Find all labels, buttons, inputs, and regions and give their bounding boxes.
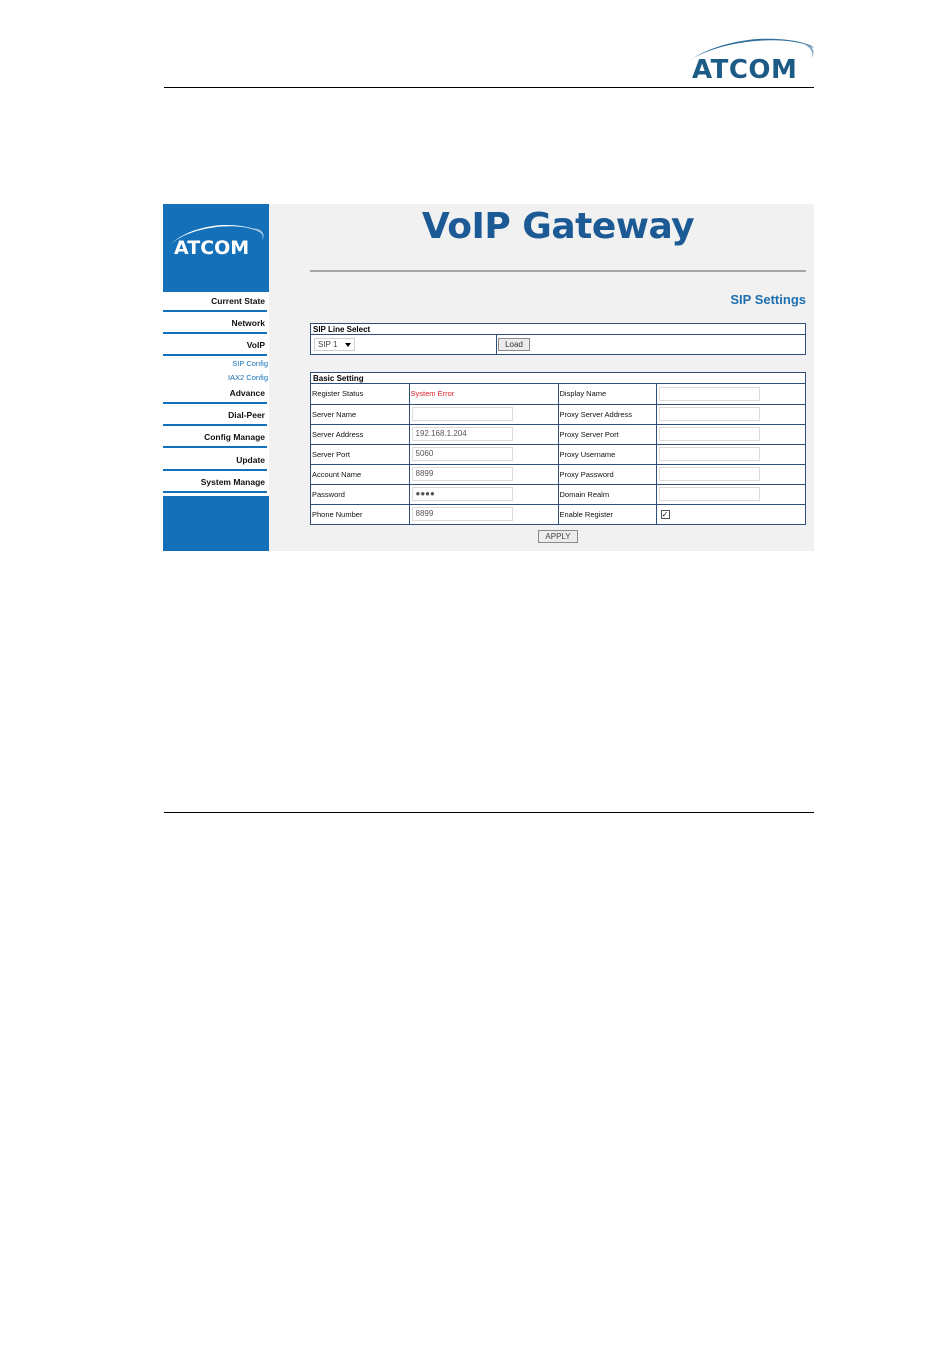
sidebar-item-network[interactable]: Network [231,318,265,328]
sidebar-divider [163,354,267,356]
proxy-username-label: Proxy Username [558,444,656,464]
table-row [311,384,805,404]
proxy-username-input[interactable] [659,447,760,461]
sidebar-divider [163,469,267,471]
sidebar-logo-text: ATCOM [174,237,250,259]
phone-number-input[interactable]: 8899 [412,507,513,521]
server-name-label: Server Name [311,404,409,424]
title-divider [310,270,806,272]
sidebar-item-system-manage[interactable]: System Manage [200,477,265,487]
account-name-label: Account Name [311,464,409,484]
panel-title: SIP Line Select [311,324,805,335]
sidebar-logo [163,204,269,292]
basic-setting-table [311,384,805,524]
table-row [311,464,805,484]
sip-line-dropdown[interactable] [314,338,355,351]
chevron-down-icon [345,343,351,347]
display-name-label: Display Name [558,384,656,404]
server-port-input[interactable]: 5060 [412,447,513,461]
cell-divider [496,335,497,354]
enable-register-label: Enable Register [558,504,656,524]
document-logo-text: ATCOM [692,55,798,85]
footer-rule [164,812,814,813]
proxy-server-port-label: Proxy Server Port [558,424,656,444]
domain-realm-label: Domain Realm [558,484,656,504]
basic-setting-panel [310,372,806,525]
password-input[interactable]: ●●●● [412,487,513,501]
password-label: Password [311,484,409,504]
header-rule [164,87,814,88]
sidebar-divider [163,491,267,493]
section-heading: SIP Settings [730,292,806,307]
sidebar-item-config-manage[interactable]: Config Manage [204,432,265,442]
sidebar-subitem-iax2-config[interactable]: IAX2 Config [227,373,268,382]
sidebar-item-dial-peer[interactable]: Dial-Peer [228,410,265,420]
proxy-password-label: Proxy Password [558,464,656,484]
phone-number-label: Phone Number [311,504,409,524]
document-logo [678,36,818,88]
load-button[interactable]: Load [498,338,530,351]
sip-line-row [311,335,805,354]
table-row [311,404,805,424]
display-name-input[interactable] [659,387,760,401]
sip-line-selected: SIP 1 [318,340,338,349]
sidebar-divider [163,310,267,312]
sidebar-footer [163,496,269,551]
server-name-input[interactable] [412,407,513,421]
page-title: VoIP Gateway [421,206,695,247]
proxy-server-address-input[interactable] [659,407,760,421]
server-port-label: Server Port [311,444,409,464]
gateway-screenshot [163,204,814,551]
table-row [311,504,805,524]
sidebar-divider [163,332,267,334]
domain-realm-input[interactable] [659,487,760,501]
register-status-label: Register Status [311,384,409,404]
table-row [311,444,805,464]
sidebar-menu [163,292,269,496]
sidebar-divider [163,424,267,426]
proxy-server-address-label: Proxy Server Address [558,404,656,424]
server-address-label: Server Address [311,424,409,444]
enable-register-checkbox[interactable]: ✓ [661,509,669,519]
sip-line-select-panel [310,323,806,355]
proxy-server-port-input[interactable] [659,427,760,441]
panel-title: Basic Setting [311,373,805,384]
sidebar-divider [163,446,267,448]
apply-button[interactable]: APPLY [538,530,578,543]
proxy-password-input[interactable] [659,467,760,481]
sidebar-divider [163,402,267,404]
sidebar-item-voip[interactable]: VoIP [246,340,265,350]
sidebar-item-current-state[interactable]: Current State [211,296,265,306]
account-name-input[interactable]: 8899 [412,467,513,481]
sidebar [163,204,269,551]
sidebar-item-advance[interactable]: Advance [229,388,265,398]
register-status-value: System Error [410,389,455,399]
sidebar-subitem-sip-config[interactable]: SIP Config [232,359,268,368]
sidebar-item-update[interactable]: Update [236,455,265,465]
table-row [311,424,805,444]
table-row [311,484,805,504]
server-address-input[interactable]: 192.168.1.204 [412,427,513,441]
